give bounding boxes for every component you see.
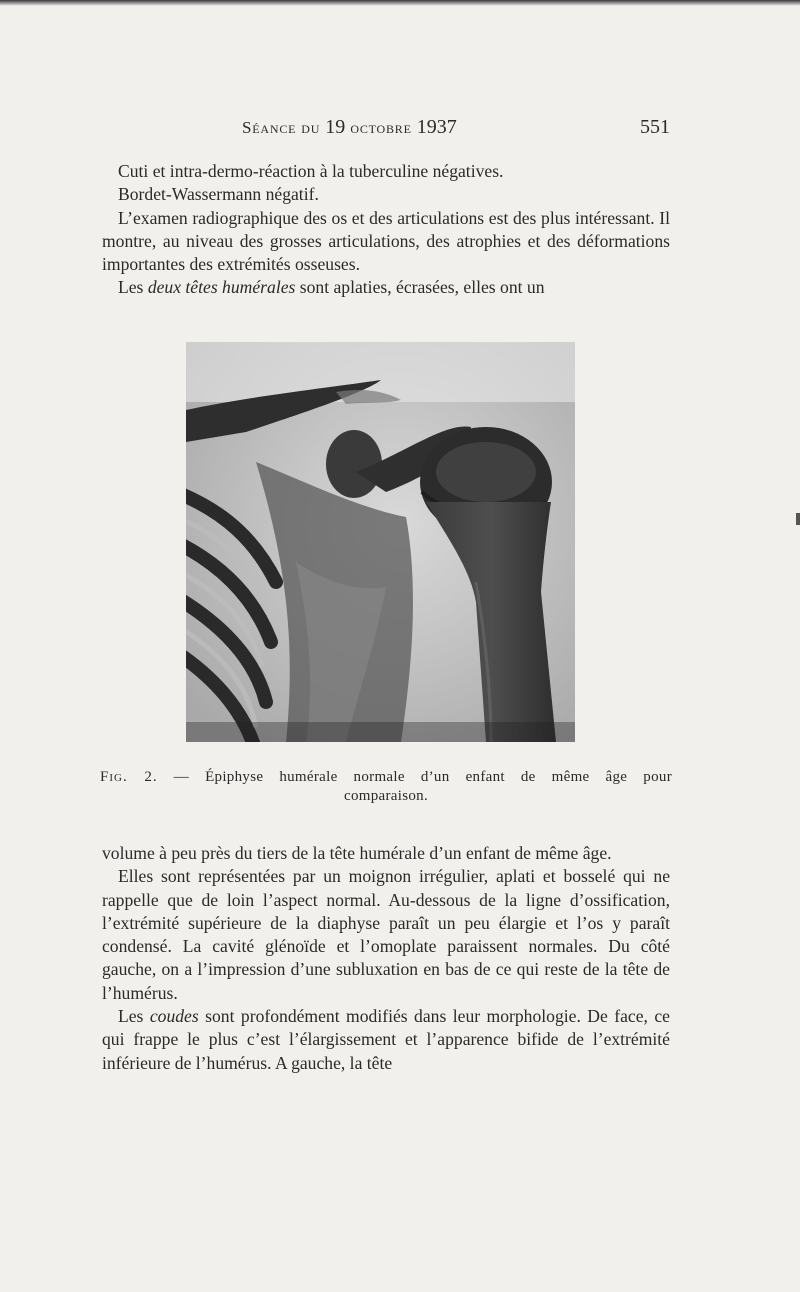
paragraph: Elles sont représentées par un moignon irrégulier, aplati et bosselé qui ne rappelle que de loin l’aspect normal. Au-dessous de la ligne d’ossification, l’extrémité supérieure de la diaphyse paraît un peu élargie et l’os y paraît condensé. La cavité glénoïde et l’omoplate paraissent normales. Du côté gauche, on a l’impression d’une subluxation en bas de ce qui reste de la tête de l’humérus. [102, 866, 670, 1003]
italic-term: coudes [149, 1006, 199, 1027]
page-header [104, 116, 670, 142]
xray-image [186, 342, 575, 742]
margin-mark [796, 513, 800, 525]
running-head-text: Séance du [242, 118, 326, 137]
xray-figure [186, 342, 575, 742]
running-head [242, 116, 457, 139]
text-span: sont profondément modifiés dans leur morphologie. De face, ce qui frappe le plus c’est l’élargissement et l’apparence bifide de l’extrémité inférieure de l’humérus. A gauche, la tête [102, 1006, 670, 1073]
caption-fig-label: Fig. 2. [100, 769, 158, 785]
text-span: sont aplaties, écrasées, elles ont un [295, 277, 545, 298]
running-head-year: 1937 [416, 116, 457, 138]
caption-text: comparaison. [344, 788, 428, 804]
text-span: Les [118, 1006, 150, 1027]
paragraph [102, 1005, 670, 1075]
paragraph [102, 276, 670, 299]
caption-text: Épiphyse humérale normale d’un enfant de même âge pour [205, 769, 672, 785]
paragraph: Bordet-Wassermann négatif. [118, 184, 319, 205]
caption-dash: — [157, 769, 206, 785]
italic-term: deux têtes humérales [147, 277, 296, 298]
body-text-top [102, 160, 670, 300]
caption-line [100, 768, 672, 787]
body-text-bottom [102, 842, 670, 1075]
paragraph: L’examen radiographique des os et des articulations est des plus intéressant. Il montre, au niveau des grosses articulations, des atrophies et des déformations importantes des extrémités osseuses. [102, 207, 670, 275]
paragraph: Cuti et intra-dermo-réaction à la tuberculine négatives. [118, 161, 504, 181]
page-edge [0, 0, 800, 6]
figure-caption [100, 768, 672, 806]
text-span: Les [118, 277, 148, 298]
paragraph: volume à peu près du tiers de la tête humérale d’un enfant de même âge. [102, 843, 612, 863]
running-head-month: octobre [345, 118, 417, 137]
page-number: 551 [640, 116, 670, 138]
running-head-date: 19 [325, 116, 346, 138]
